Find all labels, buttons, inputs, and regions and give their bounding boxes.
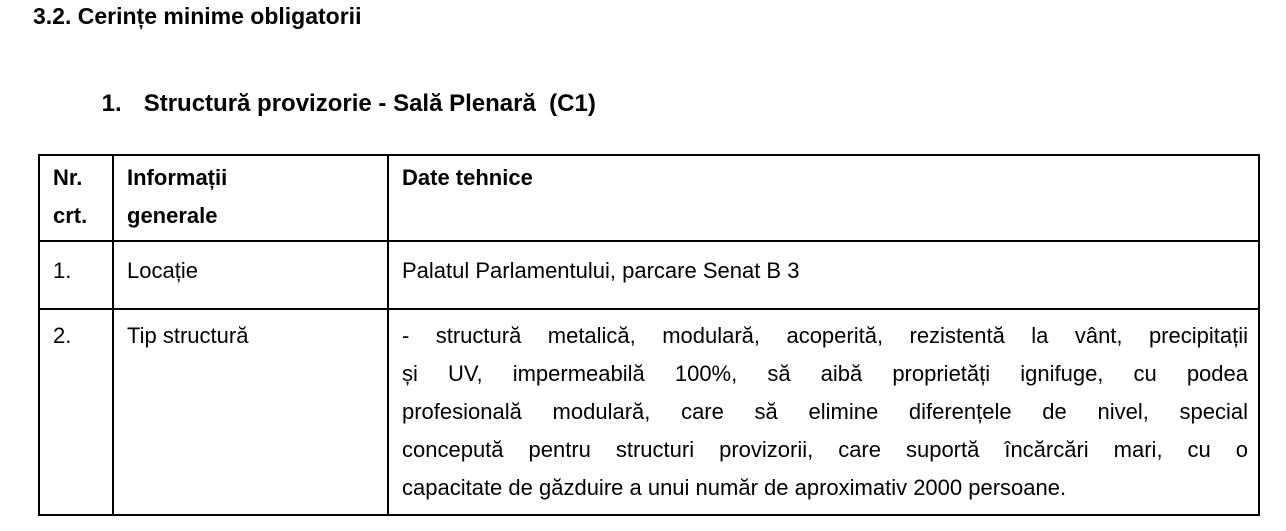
section-heading: 3.2. Cerințe minime obligatorii (33, 3, 362, 29)
cell-row-number: 1. (39, 241, 113, 309)
header-line: Nr. (53, 165, 83, 190)
header-line: crt. (53, 203, 88, 228)
table-row-locatie (39, 241, 1259, 309)
column-header-informatii-generale (113, 155, 388, 241)
paragraph-line: concepută pentru structuri provizorii, care suportă încărcări mari, cu o (402, 437, 1248, 462)
cell-info-generale: Tip structură (113, 309, 388, 515)
header-line: Informații (127, 165, 228, 190)
column-header-nr-crt (39, 155, 113, 241)
table-row-tip-structura (39, 309, 1259, 515)
item-title: Structură provizorie - Sală Plenară (C1) (143, 90, 596, 117)
paragraph-line: și UV, impermeabilă 100%, să aibă proprietăți ignifuge, cu podea (402, 361, 1248, 386)
paragraph-line: - structură metalică, modulară, acoperită, rezistentă la vânt, precipitații (402, 323, 1248, 348)
column-header-date-tehnice (388, 155, 1259, 241)
header-line: generale (127, 203, 218, 228)
cell-date-tehnice (388, 309, 1259, 515)
item-heading (75, 53, 596, 155)
header-line: Date tehnice (402, 165, 533, 190)
cell-date-tehnice (388, 241, 1259, 309)
item-number: 1. (101, 90, 122, 117)
cell-info-generale: Locație (113, 241, 388, 309)
paragraph-line: capacitate de găzduire a unui număr de aproximativ 2000 persoane. (402, 475, 1067, 500)
paragraph-line: Palatul Parlamentului, parcare Senat B 3 (402, 258, 800, 283)
paragraph-line: profesională modulară, care să elimine diferențele de nivel, special (402, 399, 1248, 424)
table-header-row (39, 155, 1259, 241)
cell-row-number: 2. (39, 309, 113, 515)
requirements-table (38, 154, 1260, 516)
